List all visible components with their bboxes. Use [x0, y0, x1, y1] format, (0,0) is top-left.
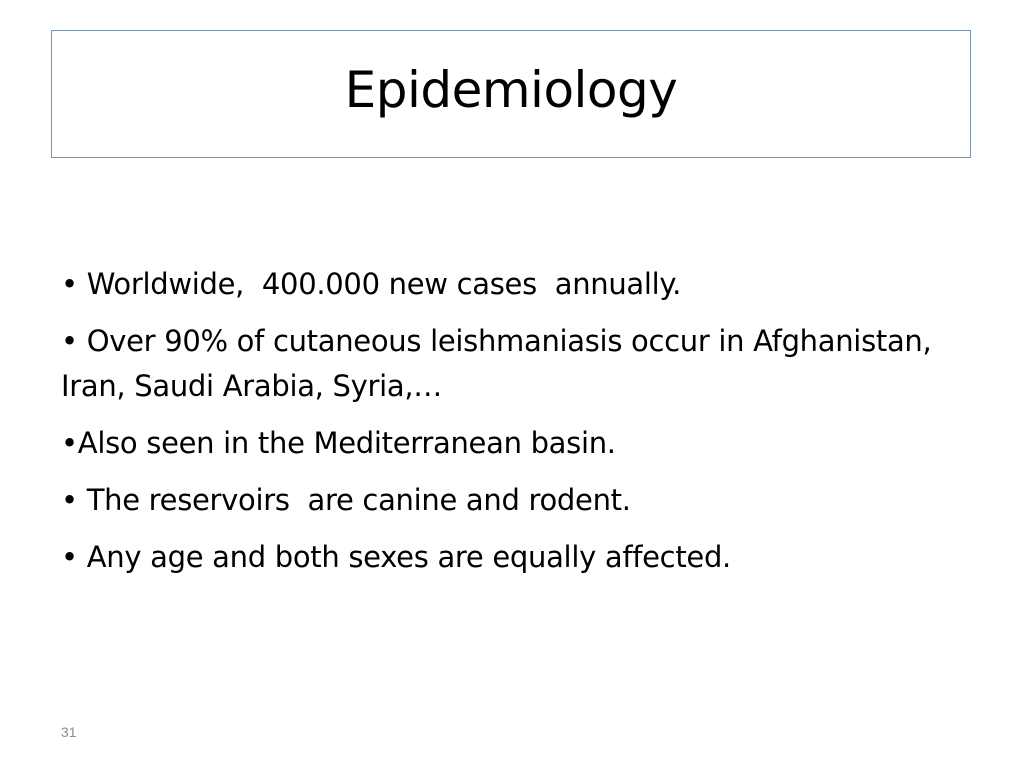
- bullet-item-age-sex: • Any age and both sexes are equally affected.: [61, 540, 731, 574]
- bullet-item-mediterranean: •Also seen in the Mediterranean basin.: [61, 426, 616, 460]
- title-box: [51, 30, 971, 158]
- page-number: 31: [61, 724, 77, 740]
- bullet-list: [61, 262, 961, 592]
- bullet-item-cutaneous-distribution: • Over 90% of cutaneous leishmaniasis occur in Afghanistan, Iran, Saudi Arabia, Syria,…: [61, 324, 941, 403]
- slide-title: Epidemiology: [344, 61, 678, 119]
- bullet-item-worldwide-cases: • Worldwide, 400.000 new cases annually.: [61, 267, 682, 301]
- bullet-item-reservoirs: • The reservoirs are canine and rodent.: [61, 483, 631, 517]
